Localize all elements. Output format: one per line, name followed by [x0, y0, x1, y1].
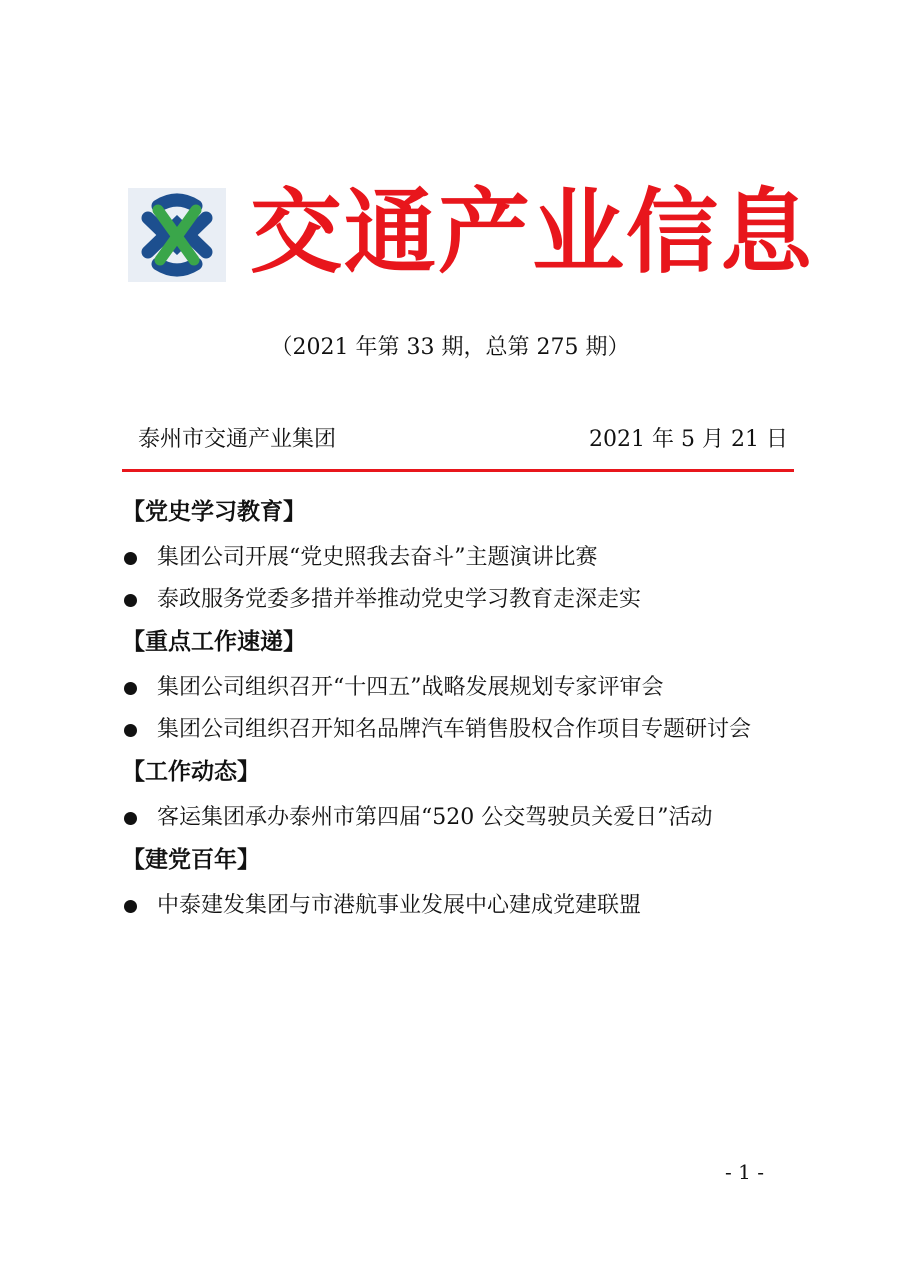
- masthead: [128, 178, 815, 286]
- bullet-icon: [124, 724, 137, 737]
- list-item: [122, 585, 812, 615]
- issue-number: （2021 年第 33 期，总第 275 期）: [270, 335, 630, 360]
- section-party-centenary: [122, 841, 812, 921]
- list-item: [122, 803, 812, 833]
- item-text: 集团公司开展“党史照我去奋斗”主题演讲比赛: [157, 545, 598, 570]
- section-heading: 【建党百年】: [122, 846, 260, 873]
- list-item: [122, 543, 812, 573]
- bullet-icon: [124, 594, 137, 607]
- header-divider: [122, 469, 794, 472]
- publication-title: 交通产业信息: [250, 178, 815, 286]
- interlocking-knot-logo-icon: [128, 188, 226, 282]
- publication-date: 2021 年 5 月 21 日: [589, 427, 788, 452]
- section-heading: 【工作动态】: [122, 758, 260, 785]
- table-of-contents: [122, 493, 812, 929]
- bullet-icon: [124, 552, 137, 565]
- bullet-icon: [124, 900, 137, 913]
- item-text: 泰政服务党委多措并举推动党史学习教育走深走实: [157, 587, 642, 612]
- logo-graphic: [128, 188, 226, 282]
- section-party-history: [122, 493, 812, 615]
- item-text: 中泰建发集团与市港航事业发展中心建成党建联盟: [157, 893, 642, 918]
- section-work-updates: [122, 753, 812, 833]
- list-item: [122, 891, 812, 921]
- item-text: 客运集团承办泰州市第四届“520 公交驾驶员关爱日”活动: [157, 805, 713, 830]
- page-number: - 1 -: [725, 1160, 764, 1184]
- section-heading: 【党史学习教育】: [122, 498, 306, 525]
- list-item: [122, 673, 812, 703]
- bullet-icon: [124, 682, 137, 695]
- bullet-icon: [124, 812, 137, 825]
- item-text: 集团公司组织召开“十四五”战略发展规划专家评审会: [157, 675, 664, 700]
- organization-name: 泰州市交通产业集团: [138, 427, 337, 452]
- section-key-work: [122, 623, 812, 745]
- item-text: 集团公司组织召开知名品牌汽车销售股权合作项目专题研讨会: [157, 717, 752, 742]
- section-heading: 【重点工作速递】: [122, 628, 306, 655]
- list-item: [122, 715, 812, 745]
